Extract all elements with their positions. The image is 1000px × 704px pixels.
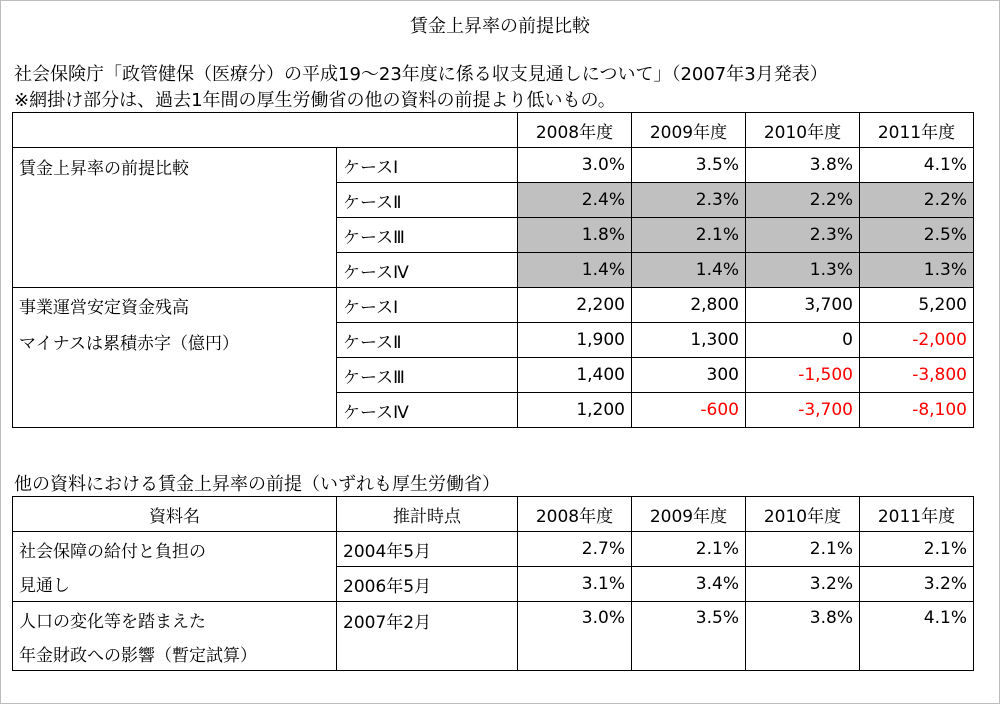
case-label: ケースⅣ — [337, 393, 518, 428]
projection-table — [12, 112, 974, 428]
value-cell: 2.7% — [518, 532, 632, 567]
case-label: ケースⅡ — [337, 183, 518, 218]
estimate-date: 2007年2月 — [337, 602, 518, 671]
value-cell: 300 — [632, 358, 746, 393]
fund-section-label: 事業運営安定資金残高 — [13, 288, 337, 323]
table-row — [13, 602, 974, 637]
shaded-value-cell: 1.4% — [518, 253, 632, 288]
case-label: ケースⅢ — [337, 218, 518, 253]
blank-header-cell — [13, 113, 518, 148]
table-row — [13, 288, 974, 323]
value-cell: 2,200 — [518, 288, 632, 323]
wage-section-label: 賃金上昇率の前提比較 — [13, 148, 337, 288]
negative-value-cell: -3,700 — [746, 393, 860, 428]
negative-value-cell: -3,800 — [860, 358, 974, 393]
value-cell: 1,400 — [518, 358, 632, 393]
value-cell: 1,300 — [632, 323, 746, 358]
case-label: ケースⅠ — [337, 288, 518, 323]
table-header-row — [13, 113, 974, 148]
value-cell: 3.8% — [746, 148, 860, 183]
value-cell: 4.1% — [860, 148, 974, 183]
source-name: 社会保障の給付と負担の — [13, 532, 337, 567]
value-cell: 3,700 — [746, 288, 860, 323]
shaded-value-cell: 2.5% — [860, 218, 974, 253]
shaded-value-cell: 1.4% — [632, 253, 746, 288]
negative-value-cell: -1,500 — [746, 358, 860, 393]
shaded-value-cell: 1.3% — [746, 253, 860, 288]
case-label: ケースⅡ — [337, 323, 518, 358]
source-name-cont: 年金財政への影響（暫定試算） — [13, 636, 337, 671]
value-cell: 3.2% — [746, 567, 860, 602]
negative-value-cell: -600 — [632, 393, 746, 428]
year-header: 2008年度 — [518, 113, 632, 148]
source-name-cont: 見通し — [13, 567, 337, 602]
source-name: 人口の変化等を踏まえた — [13, 602, 337, 637]
year-header: 2008年度 — [518, 497, 632, 532]
date-header: 推計時点 — [337, 497, 518, 532]
shaded-value-cell: 2.4% — [518, 183, 632, 218]
value-cell: 3.0% — [518, 602, 632, 671]
table-row — [13, 567, 974, 602]
negative-value-cell: -2,000 — [860, 323, 974, 358]
value-cell: 2.1% — [860, 532, 974, 567]
shaded-value-cell: 2.2% — [860, 183, 974, 218]
table-row — [13, 323, 974, 358]
case-label: ケースⅢ — [337, 358, 518, 393]
year-header: 2011年度 — [860, 113, 974, 148]
year-header: 2009年度 — [632, 497, 746, 532]
value-cell: 3.4% — [632, 567, 746, 602]
value-cell: 1,200 — [518, 393, 632, 428]
shaded-value-cell: 1.8% — [518, 218, 632, 253]
value-cell: 3.2% — [860, 567, 974, 602]
case-label: ケースⅣ — [337, 253, 518, 288]
shaded-value-cell: 2.3% — [746, 218, 860, 253]
source-note: 社会保険庁「政管健保（医療分）の平成19～23年度に係る収支見通しについて」（2007年3月発表） — [14, 64, 828, 85]
page-title: 賃金上昇率の前提比較 — [410, 16, 590, 37]
value-cell: 3.5% — [632, 148, 746, 183]
shaded-value-cell: 2.3% — [632, 183, 746, 218]
value-cell: 5,200 — [860, 288, 974, 323]
estimate-date: 2006年5月 — [337, 567, 518, 602]
table-header-row — [13, 497, 974, 532]
value-cell: 3.8% — [746, 602, 860, 671]
source-header: 資料名 — [13, 497, 337, 532]
value-cell: 4.1% — [860, 602, 974, 671]
shaded-value-cell: 2.1% — [632, 218, 746, 253]
shaded-value-cell: 1.3% — [860, 253, 974, 288]
value-cell: 2.1% — [632, 532, 746, 567]
value-cell: 1,900 — [518, 323, 632, 358]
value-cell: 3.0% — [518, 148, 632, 183]
value-cell: 2,800 — [632, 288, 746, 323]
negative-value-cell: -8,100 — [860, 393, 974, 428]
table-row — [13, 148, 974, 183]
reference-table — [12, 496, 974, 671]
year-header: 2010年度 — [746, 497, 860, 532]
case-label: ケースⅠ — [337, 148, 518, 183]
section-title: 他の資料における賃金上昇率の前提（いずれも厚生労働省） — [14, 474, 500, 495]
table-row — [13, 532, 974, 567]
shaded-value-cell: 2.2% — [746, 183, 860, 218]
value-cell: 2.1% — [746, 532, 860, 567]
value-cell: 0 — [746, 323, 860, 358]
fund-section-note: マイナスは累積赤字（億円） — [13, 323, 337, 428]
year-header: 2011年度 — [860, 497, 974, 532]
year-header: 2009年度 — [632, 113, 746, 148]
value-cell: 3.1% — [518, 567, 632, 602]
year-header: 2010年度 — [746, 113, 860, 148]
estimate-date: 2004年5月 — [337, 532, 518, 567]
value-cell: 3.5% — [632, 602, 746, 671]
shading-note: ※網掛け部分は、過去1年間の厚生労働省の他の資料の前提より低いもの。 — [14, 90, 616, 111]
